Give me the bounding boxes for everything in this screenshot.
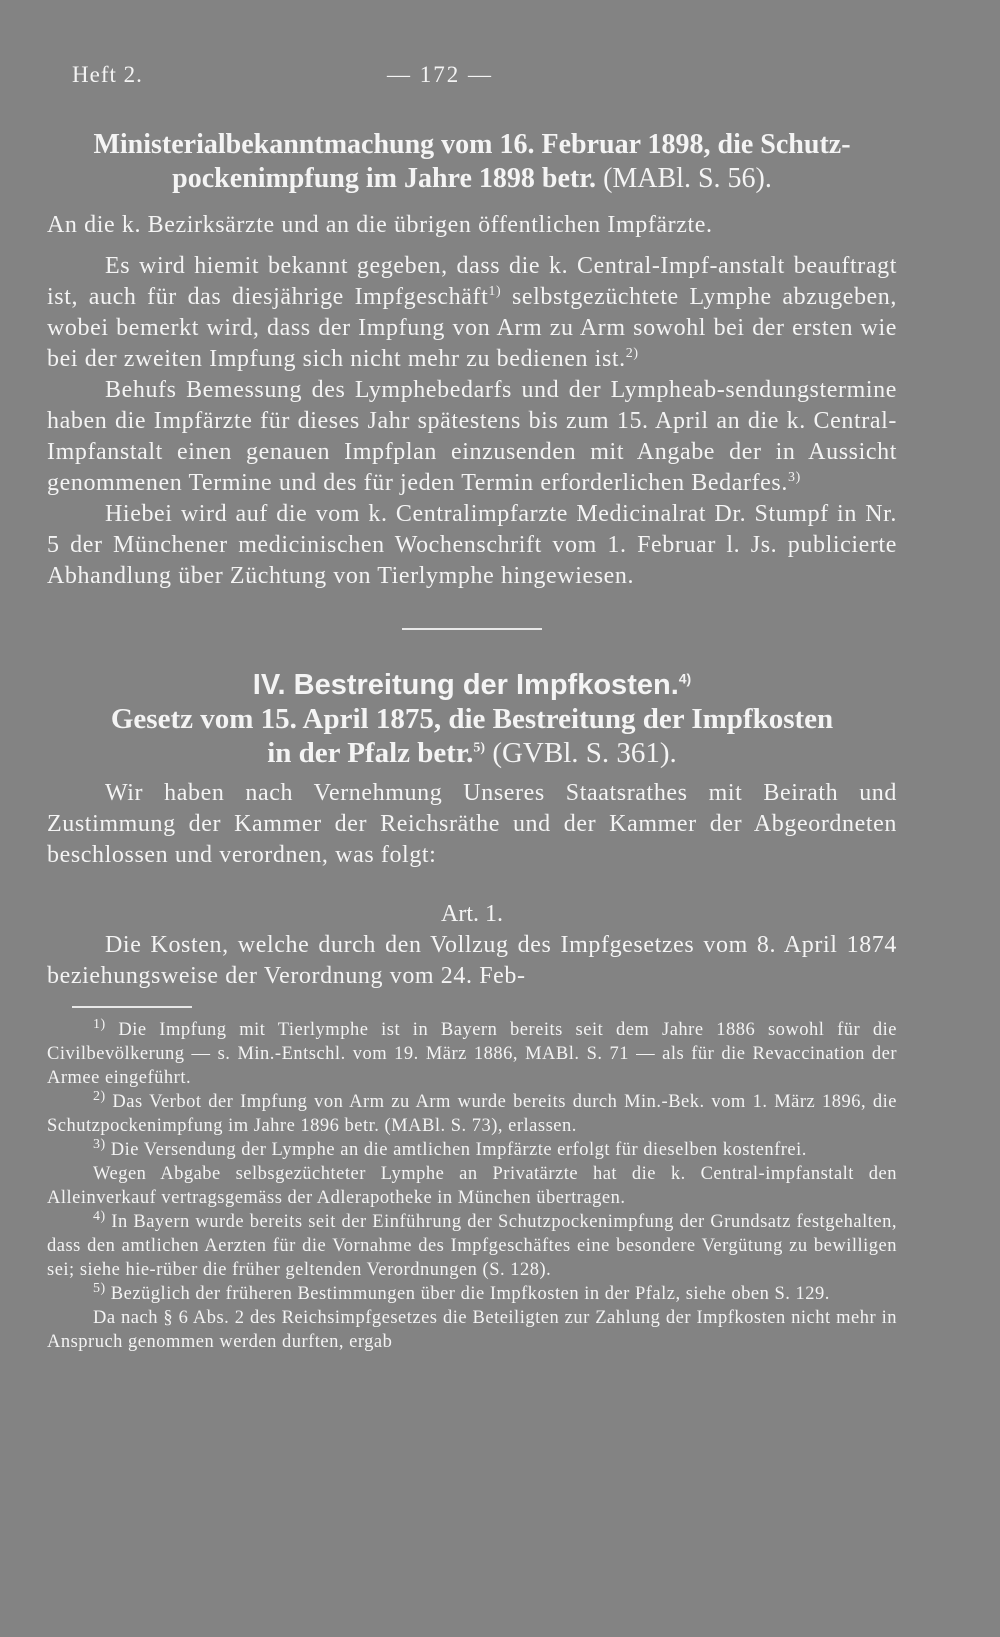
paragraph-2 (47, 375, 897, 499)
footnote-1 (47, 1018, 897, 1090)
footnote-4-marker: 4) (93, 1208, 106, 1224)
footnote-1-marker: 1) (93, 1016, 106, 1032)
footnote-divider (72, 1006, 192, 1008)
law-title-line-2-text: in der Pfalz betr. (267, 737, 474, 769)
law-title (47, 702, 897, 770)
footnote-3-marker: 3) (93, 1136, 106, 1152)
section-divider (402, 628, 542, 630)
section-heading-text: IV. Bestreitung der Impfkosten. (252, 669, 679, 701)
title-line-1: Ministerialbekanntmachung vom 16. Februar 1898, die Schutz- (93, 129, 851, 160)
footnote-1-text: Die Impfung mit Tierlymphe ist in Bayern bereits seit dem Jahre 1886 sowohl für die Civilbevölkerung — s. Min.-Entschl. vom 19. März 1886, MABl. S. 71 — als für die Revaccination der Armee eingeführt. (47, 1020, 897, 1088)
article-heading: Art. 1. (441, 901, 503, 927)
footnote-ref-3: 3) (787, 470, 801, 485)
footnote-4-text: In Bayern wurde bereits seit der Einführung der Schutzpockenimpfung der Grundsatz festgehalten, dass den amtlichen Aerzten für die Vornahme des Impfgeschäftes eine besondere Vergütung zu bewilligen sei; siehe hie-rüber die früher geltenden Verordnungen (S. 128). (47, 1212, 897, 1280)
footnote-3-continuation: Wegen Abgabe selbsgezüchteter Lymphe an Privatärzte hat die k. Central-impfanstalt den Alleinverkauf vertragsgemäss der Adlerapotheke in München übertragen. (47, 1164, 897, 1208)
page-number: — 172 — (387, 62, 493, 87)
law-title-line-1: Gesetz vom 15. April 1875, die Bestreitung der Impfkosten (110, 703, 834, 735)
page-header (47, 62, 897, 96)
footnote-4 (47, 1210, 897, 1282)
footnote-5-text: Bezüglich der früheren Bestimmungen über die Impfkosten in der Pfalz, siehe oben S. 129. (105, 1284, 830, 1304)
law-title-line-2 (47, 736, 897, 770)
paragraph-1 (47, 251, 897, 375)
footnote-2-marker: 2) (93, 1088, 106, 1104)
title-reference: (MABl. S. 56). (603, 163, 772, 194)
paragraph-1-text-b: selbstgezüchtete Lymphe abzugeben, wobei bemerkt wird, dass der Impfung von Arm zu Arm sowohl bei der ersten wie bei der zweiten Impfung sich nicht mehr zu bedienen ist. (47, 284, 898, 372)
paragraph-3: Hiebei wird auf die vom k. Centralimpfarzte Medicinalrat Dr. Stumpf in Nr. 5 der Münchener medicinischen Wochenschrift vom 1. Februar l. Js. publicierte Abhandlung über Züchtung von Tierlymphe hingewiesen. (47, 501, 897, 589)
footnote-5-continuation: Da nach § 6 Abs. 2 des Reichsimpfgesetzes die Beteiligten zur Zahlung der Impfkosten nicht mehr in Anspruch genommen werden durften, ergab (47, 1308, 897, 1352)
title-line-2-text: pockenimpfung im Jahre 1898 betr. (172, 163, 597, 194)
section-heading (47, 668, 897, 702)
footnote-ref-5: 5) (473, 740, 486, 756)
footnote-2-text: Das Verbot der Impfung von Arm zu Arm wurde bereits durch Min.-Bek. vom 1. März 1896, die Schutzpockenimpfung im Jahre 1896 betr. (MABl. S. 73), erlassen. (47, 1092, 897, 1136)
title-line-2 (47, 162, 897, 196)
announcement-title (47, 128, 897, 196)
issue-label: Heft 2. (72, 62, 143, 87)
footnote-2 (47, 1090, 897, 1138)
footnote-ref-4: 4) (678, 670, 692, 687)
law-reference: (GVBl. S. 361). (485, 737, 677, 769)
addressee-line: An die k. Bezirksärzte und an die übrigen öffentlichen Impfärzte. (47, 212, 713, 238)
footnote-ref-1: 1) (488, 284, 502, 299)
footnote-ref-2: 2) (625, 346, 639, 361)
footnote-5-marker: 5) (93, 1280, 106, 1296)
article-text: Die Kosten, welche durch den Vollzug des Impfgesetzes vom 8. April 1874 beziehungsweise der Verordnung vom 24. Feb- (47, 932, 897, 989)
footnote-3-text: Die Versendung der Lymphe an die amtlichen Impfärzte erfolgt für dieselben kostenfrei. (105, 1140, 807, 1160)
paragraph-1-text-a: Es wird hiemit bekannt gegeben, dass die k. Central-Impf-anstalt beauftragt ist, auch für das diesjährige Impfgeschäft (47, 253, 897, 310)
paragraph-2-text: Behufs Bemessung des Lymphebedarfs und der Lympheab-sendungstermine haben die Impfärzte für dieses Jahr spätestens bis zum 15. April an die k. Central-Impfanstalt einen genauen Impfplan einzusenden mit Angabe der in Aussicht genommenen Termine und des für jeden Termin erforderlichen Bedarfes. (47, 377, 897, 496)
footnote-3 (47, 1138, 897, 1162)
document-page (47, 62, 897, 1354)
preamble: Wir haben nach Vernehmung Unseres Staatsrathes mit Beirath und Zustimmung der Kammer der Reichsräthe und der Kammer der Abgeordneten beschlossen und verordnen, was folgt: (47, 780, 897, 868)
footnotes (47, 1018, 897, 1354)
footnote-5 (47, 1282, 897, 1306)
